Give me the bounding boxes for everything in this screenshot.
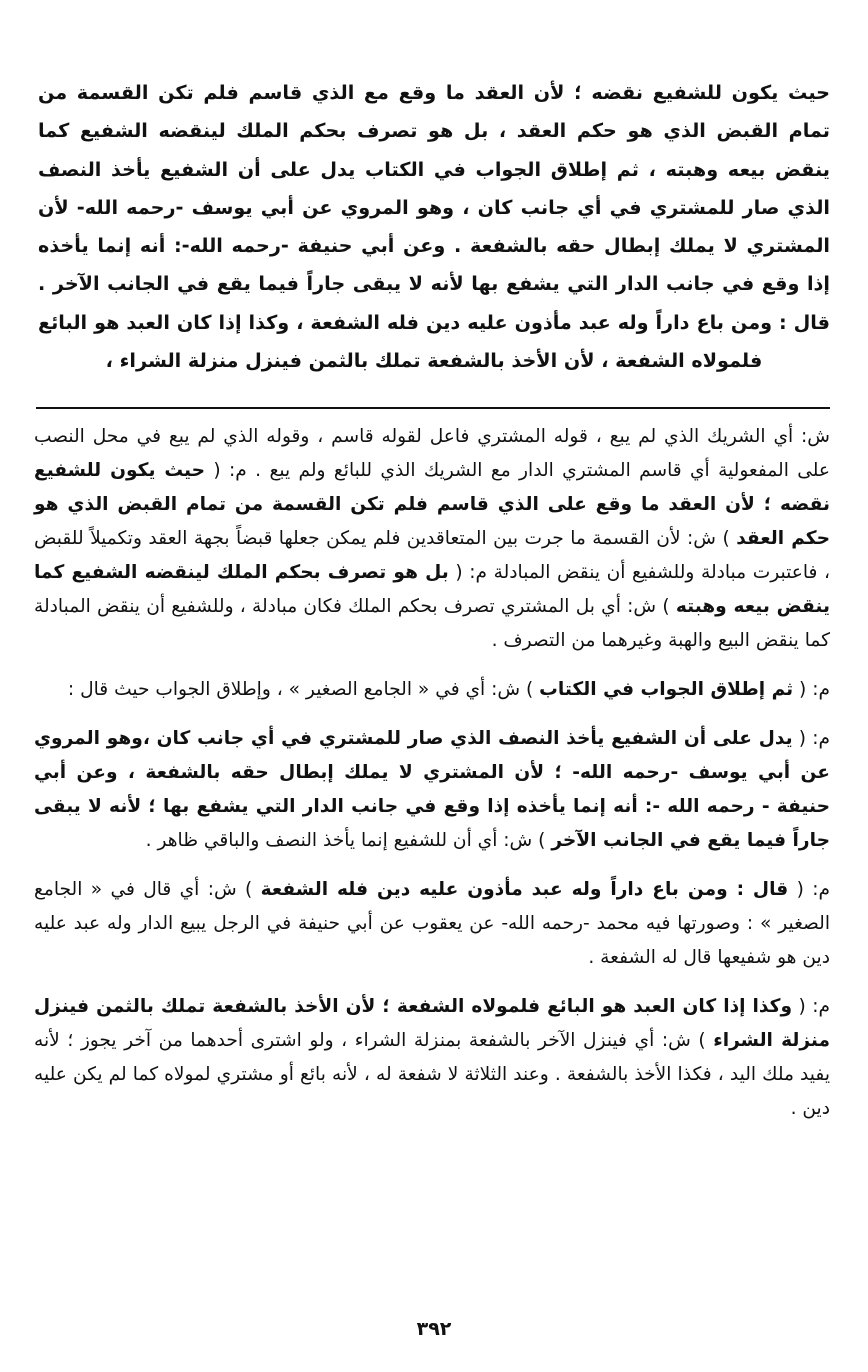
quoted-matn: يدل على أن الشفيع يأخذ النصف الذي صار للمشتري في أي جانب كان ،وهو المروي عن أبي يوسف -رحمه الله- ؛ لأن المشتري لا يملك إبطال حقه بالشفعة ، وعن أبي حنيفة - رحمه الله -: أنه إنما يأخذه إذا وقع في جانب الدار التي يشفع بها ؛ لأنه لا يبقى جاراً فيما يقع في الجانب الآخر [34,728,830,851]
commentary-text: م: ( [792,996,830,1017]
commentary-text: ) ش: لأن القسمة ما جرت بين المتعاقدين فلم يمكن جعلها قبضاً بجهة العقد وتكميلاً للقبض ، فاعتبرت مبادلة وللشفيع أن ينقض المبادلة م: ( [34,528,830,583]
commentary-text: ) ش: أي في « الجامع الصغير » ، وإطلاق الجواب حيث قال : [67,679,540,700]
quoted-matn: ثم إطلاق الجواب في الكتاب [539,679,794,700]
commentary-text: ) ش: أي قال في « الجامع الصغير » : وصورتها فيه محمد -رحمه الله- عن يعقوب عن أبي حنيفة في الرجل يبيع الدار وله عبد عليه دين هو شفيعها قال له الشفعة . [34,879,830,968]
quoted-matn: وكذا إذا كان العبد هو البائع فلمولاه الشفعة ؛ لأن الأخذ بالشفعة تملك بالثمن فينزل منزلة الشراء [34,996,830,1051]
commentary-paragraph [34,722,830,858]
commentary-text: ) ش: أي فينزل الآخر بالشفعة بمنزلة الشراء ، ولو اشترى أحدهما من آخر يجوز ؛ لأنه يفيد ملك اليد ، فكذا الأخذ بالشفعة . وعند الثلاثة لا شفعة له ، لأنه بائع أو مشتري لمولاه كما لم يكن عليه دين . [34,1030,830,1119]
main-text-block [38,74,830,380]
commentary-text: ) ش: أي بل المشتري تصرف بحكم الملك فكان مبادلة ، وللشفيع أن ينقض المبادلة كما ينقض البيع والهبة وغيرهما من التصرف . [34,596,830,651]
commentary-block [34,420,830,1141]
commentary-text: ش: أي الشريك الذي لم يبع ، قوله المشتري فاعل لقوله قاسم ، وقوله الذي لم يبع في محل النصب على المفعولية أي قاسم المشتري الدار مع الشريك الذي للبائع ولم يبع . م: ( [34,426,830,481]
commentary-paragraph [34,873,830,975]
commentary-text: ) ش: أي أن للشفيع إنما يأخذ النصف والباقي ظاهر . [145,830,552,851]
main-text: حيث يكون للشفيع نقضه ؛ لأن العقد ما وقع مع الذي قاسم فلم تكن القسمة من تمام القبض الذي هو حكم العقد ، بل هو تصرف بحكم الملك لينقضه الشفيع كما ينقض بيعه وهبته ، ثم إطلاق الجواب في الكتاب يدل على أن الشفيع يأخذ النصف الذي صار للمشتري في أي جانب كان ، وهو المروي عن أبي يوسف -رحمه الله- لأن المشتري لا يملك إبطال حقه بالشفعة . وعن أبي حنيفة -رحمه الله-: أنه إنما يأخذه إذا وقع في جانب الدار التي يشفع بها لأنه لا يبقى جاراً فيما يقع في الجانب الآخر . قال : ومن باع داراً وله عبد مأذون عليه دين فله الشفعة ، وكذا إذا كان العبد هو البائع فلمولاه الشفعة ، لأن الأخذ بالشفعة تملك بالثمن فينزل منزلة الشراء ، [38,81,830,373]
quoted-matn: بل هو تصرف بحكم الملك لينقضه الشفيع كما ينقض بيعه وهبته [34,562,830,617]
commentary-paragraph [34,990,830,1126]
commentary-paragraph [34,420,830,658]
separator-line [36,407,830,409]
commentary-text: م: ( [793,679,830,700]
commentary-text: م: ( [792,728,830,749]
quoted-matn: حيث يكون للشفيع نقضه ؛ لأن العقد ما وقع على الذي قاسم فلم تكن القسمة من تمام القبض الذي هو حكم العقد [34,460,830,549]
commentary-paragraph [34,673,830,707]
quoted-matn: قال : ومن باع داراً وله عبد مأذون عليه دين فله الشفعة [260,879,789,900]
page-number: ٣٩٢ [416,1318,452,1340]
commentary-text: م: ( [788,879,830,900]
